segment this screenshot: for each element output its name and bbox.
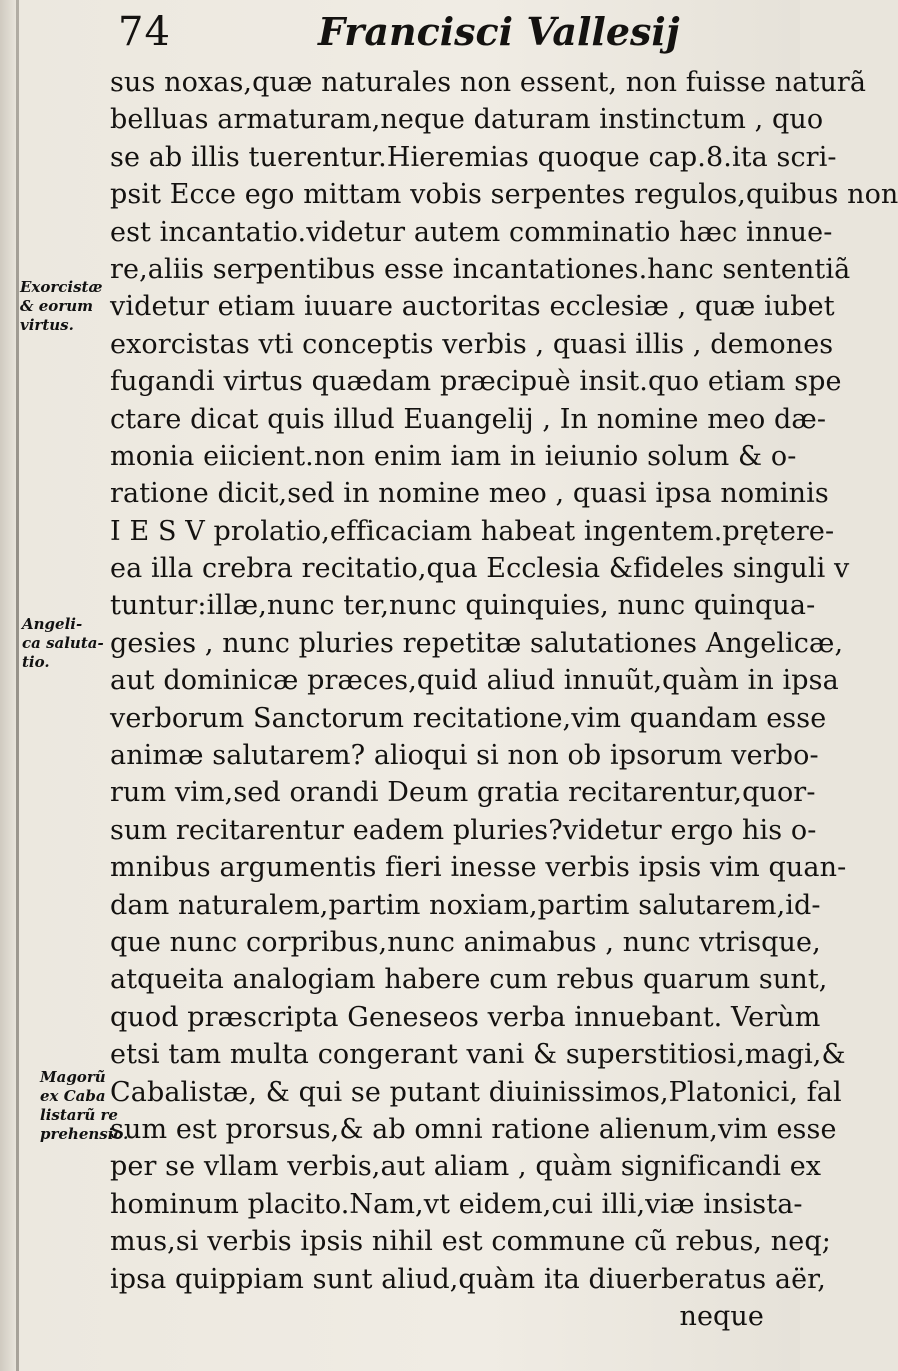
text-line: I E S V prolatio,efficaciam habeat ingentem.prętere- (110, 515, 835, 547)
text-line: rum vim,sed orandi Deum gratia recitarentur,quor- (110, 777, 816, 809)
text-line: fugandi virtus quædam præcipuè insit.quo etiam spe (110, 366, 842, 398)
text-line: ea illa crebra recitatio,qua Ecclesia &fideles singuli v (110, 553, 850, 585)
text-line: psit Ecce ego mittam vobis serpentes regulos,quibus non (110, 179, 898, 211)
text-line: monia eiicient.non enim iam in ieiunio solum & o- (110, 440, 797, 472)
text-line: etsi tam multa congerant vani & superstitiosi,magi,& (110, 1039, 846, 1071)
text-line: verborum Sanctorum recitatione,vim quandam esse (110, 702, 827, 734)
text-line: ipsa quippiam sunt aliud,quàm ita diuerberatus aër, (110, 1263, 826, 1295)
margin-note-magi (40, 1068, 128, 1144)
text-line: se ab illis tuerentur.Hieremias quoque cap.8.ita scri- (110, 141, 837, 173)
margin-note-line: tio. (22, 653, 50, 671)
body-text (110, 64, 898, 1335)
text-line: dam naturalem,partim noxiam,partim salutarem,id- (110, 889, 821, 921)
text-line: re,aliis serpentibus esse incantationes.hanc sententiã (110, 253, 851, 285)
margin-note-exorcists (20, 278, 102, 335)
text-line: hominum placito.Nam,vt eidem,cui illi,viæ insista- (110, 1188, 803, 1220)
text-line: mnibus argumentis fieri inesse verbis ipsis vim quan- (110, 852, 847, 884)
page-gutter (16, 0, 19, 1371)
text-line: ctare dicat quis illud Euangelij , In nomine meo dæ- (110, 403, 827, 435)
text-line: sum est prorsus,& ab omni ratione alienum,vim esse (110, 1113, 837, 1145)
text-line: est incantatio.videtur autem comminatio hæc innue- (110, 216, 833, 248)
running-title: Francisci Vallesij (318, 9, 680, 54)
text-line: belluas armaturam,neque daturam instinctum , quo (110, 104, 824, 136)
margin-note-line: Magorũ (40, 1068, 106, 1086)
text-line: per se vllam verbis,aut aliam , quàm significandi ex (110, 1151, 822, 1183)
text-line: tuntur:illæ,nunc ter,nunc quinquies, nunc quinqua- (110, 590, 816, 622)
text-line: ratione dicit,sed in nomine meo , quasi ipsa nominis (110, 478, 829, 510)
margin-note-line: listarũ re (40, 1106, 118, 1124)
margin-note-line: ex Caba (40, 1087, 106, 1105)
text-line: Cabalistæ, & qui se putant diuinissimos,Platonici, fal (110, 1076, 842, 1108)
margin-note-line: virtus. (20, 316, 74, 334)
margin-note-line: & eorum (20, 297, 93, 315)
text-line: atqueita analogiam habere cum rebus quarum sunt, (110, 964, 828, 996)
text-line: aut dominicæ præces,quid aliud innuũt,quàm in ipsa (110, 665, 839, 697)
text-line: sus noxas,quæ naturales non essent, non fuisse naturã (110, 67, 867, 98)
text-line: quod præscripta Geneseos verba innuebant. Verùm (110, 1001, 821, 1033)
margin-note-line: prehensio. (40, 1125, 129, 1143)
margin-note-angelic (22, 615, 104, 672)
text-line: exorcistas vti conceptis verbis , quasi illis , demones (110, 328, 834, 360)
text-line: animæ salutarem? alioqui si non ob ipsorum verbo- (110, 740, 819, 772)
page-number: 74 (118, 9, 171, 55)
text-line: gesies , nunc pluries repetitæ salutationes Angelicæ, (110, 627, 844, 659)
text-line: mus,si verbis ipsis nihil est commune cũ rebus, neq; (110, 1226, 831, 1258)
margin-note-line: ca saluta- (22, 634, 104, 652)
margin-note-line: Exorcistæ (20, 278, 103, 296)
running-head (0, 6, 800, 62)
text-line: videtur etiam iuuare auctoritas ecclesiæ , quæ iubet (110, 291, 835, 323)
text-line: sum recitarentur eadem pluries?videtur ergo his o- (110, 814, 817, 846)
catchword: neque (679, 1300, 764, 1332)
text-line: que nunc corpribus,nunc animabus , nunc vtrisque, (110, 926, 821, 958)
margin-note-line: Angeli- (22, 615, 83, 633)
